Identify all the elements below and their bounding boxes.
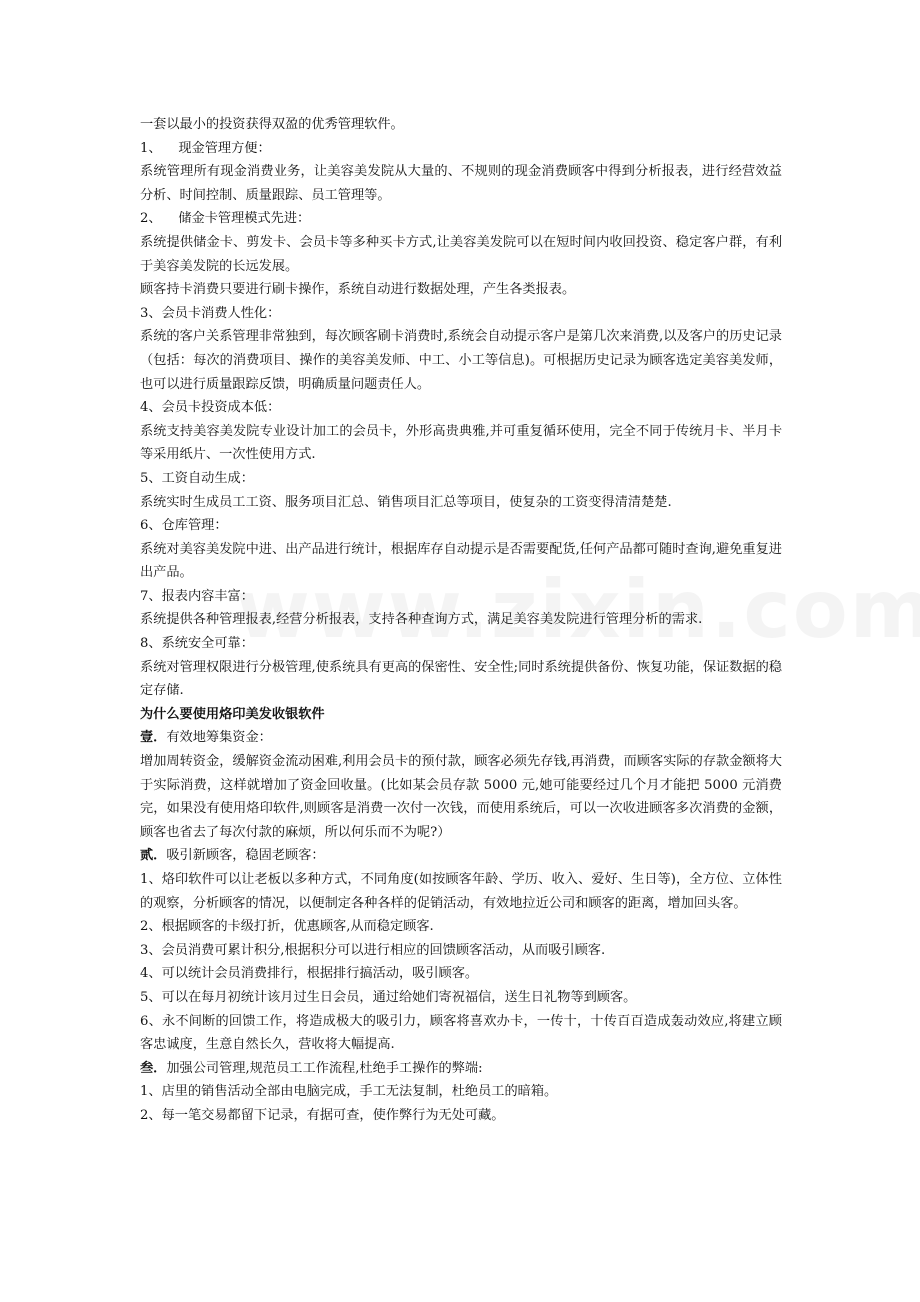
marker-one: 壹． (140, 730, 167, 746)
list-item-management-1: 1、店里的销售活动全部由电脑完成，手工无法复制，杜绝员工的暗箱。 (140, 1084, 558, 1100)
paragraph-card-swipe: 顾客持卡消费只要进行刷卡操作，系统自动进行数据处理，产生各类报表。 (140, 282, 576, 298)
heading-funds-text: 有效地筹集资金： (166, 730, 272, 746)
paragraph-warehouse: 系统对美容美发院中进、出产品进行统计，根据库存自动提示是否需要配货,任何产品都可随时查询,避免重复进出产品。 (140, 541, 782, 581)
list-item-management-2: 2、每一笔交易都留下记录，有据可查，使作弊行为无处可藏。 (140, 1107, 505, 1123)
document-body (140, 113, 782, 1128)
paragraph-salary: 系统实时生成员工工资、服务项目汇总、销售项目汇总等项目，使复杂的工资变得清清楚楚. (140, 494, 672, 510)
paragraph-member-card: 系统的客户关系管理非常独到，每次顾客刷卡消费时,系统会自动提示客户是第几次来消费,以及客户的历史记录（包括：每次的消费项目、操作的美容美发师、中工、小工等信息)。可根据历史记录为顾客选定美容美发师，也可以进行质量跟踪反馈，明确质量问题责任人。 (140, 329, 782, 392)
list-item-customers-2: 2、根据顾客的卡级打折，优惠顾客,从而稳定顾客. (140, 919, 434, 935)
paragraph-reports: 系统提供各种管理报表,经营分析报表，支持各种查询方式，满足美容美发院进行管理分析的需求. (140, 612, 703, 628)
heading-customers-text: 吸引新顾客，稳固老顾客： (166, 848, 325, 864)
list-item-customers-3: 3、会员消费可累计积分,根据积分可以进行相应的回馈顾客活动，从而吸引顾客. (140, 942, 606, 958)
paragraph-card-cost: 系统支持美容美发院专业设计加工的会员卡，外形高贵典雅,并可重复循环使用，完全不同于传统月卡、半月卡等采用纸片、一次性使用方式. (140, 423, 782, 463)
section-title-why: 为什么要使用烙印美发收银软件 (140, 706, 325, 722)
heading-card-cost: 4、会员卡投资成本低： (140, 400, 281, 416)
list-item-customers-4: 4、可以统计会员消费排行，根据排行搞活动，吸引顾客。 (140, 966, 479, 982)
paragraph-funds: 增加周转资金，缓解资金流动困难,利用会员卡的预付款，顾客必须先存钱,再消费，而顾客实际的存款金额将大于实际消费，这样就增加了资金回收量。(比如某会员存款 5000 元,她可能要经过几个月才能把 5000 元消费完，如果没有使用烙印软件,则顾客是消费一次付一次钱，而使用系统后，可以一次收进顾客多次消费的金额，顾客也省去了每次付款的麻烦，所以何乐而不为呢?） (140, 754, 782, 840)
marker-two: 贰． (140, 848, 167, 864)
heading-member-card: 3、会员卡消费人性化： (140, 305, 281, 321)
heading-management-text: 加强公司管理,规范员工工作流程,杜绝手工操作的弊端: (166, 1060, 483, 1076)
list-item-customers-1: 1、烙印软件可以让老板以多种方式，不同角度(如按顾客年龄、学历、收入、爱好、生日等)，全方位、立体性的观察，分析顾客的情况，以便制定各种各样的促销活动，有效地拉近公司和顾客的距离，增加回头客。 (140, 872, 782, 911)
intro-line: 一套以最小的投资获得双盈的优秀管理软件。 (140, 117, 404, 132)
heading-security: 8、系统安全可靠： (140, 636, 254, 652)
list-item-customers-5: 5、可以在每月初统计该月过生日会员，通过给她们寄祝福信，送生日礼物等到顾客。 (140, 989, 637, 1005)
heading-management (140, 1057, 782, 1081)
heading-salary: 5、工资自动生成： (140, 470, 254, 486)
paragraph-cash-management: 系统管理所有现金消费业务，让美容美发院从大量的、不规则的现金消费顾客中得到分析报表，进行经营效益分析、时间控制、质量跟踪、员工管理等。 (140, 164, 782, 203)
paragraph-stored-value-card: 系统提供储金卡、剪发卡、会员卡等多种买卡方式,让美容美发院可以在短时间内收回投资、稳定客户群，有利于美容美发院的长远发展。 (140, 234, 782, 274)
list-item-customers-6: 6、永不间断的回馈工作，将造成极大的吸引力，顾客将喜欢办卡，一传十，十传百百造成轰动效应,将建立顾客忠诚度，生意自然长久，营收将大幅提高. (140, 1013, 782, 1053)
heading-stored-value-card: 2、 储金卡管理模式先进： (140, 211, 311, 227)
heading-customers (140, 844, 782, 868)
heading-warehouse: 6、仓库管理： (140, 518, 228, 534)
marker-three: 叁． (140, 1060, 167, 1076)
heading-funds (140, 726, 782, 750)
paragraph-security: 系统对管理权限进行分极管理,使系统具有更高的保密性、安全性;同时系统提供备份、恢复功能，保证数据的稳定存储. (140, 659, 782, 699)
heading-cash-management: 1、 现金管理方便： (140, 140, 271, 156)
heading-reports: 7、报表内容丰富： (140, 588, 254, 604)
